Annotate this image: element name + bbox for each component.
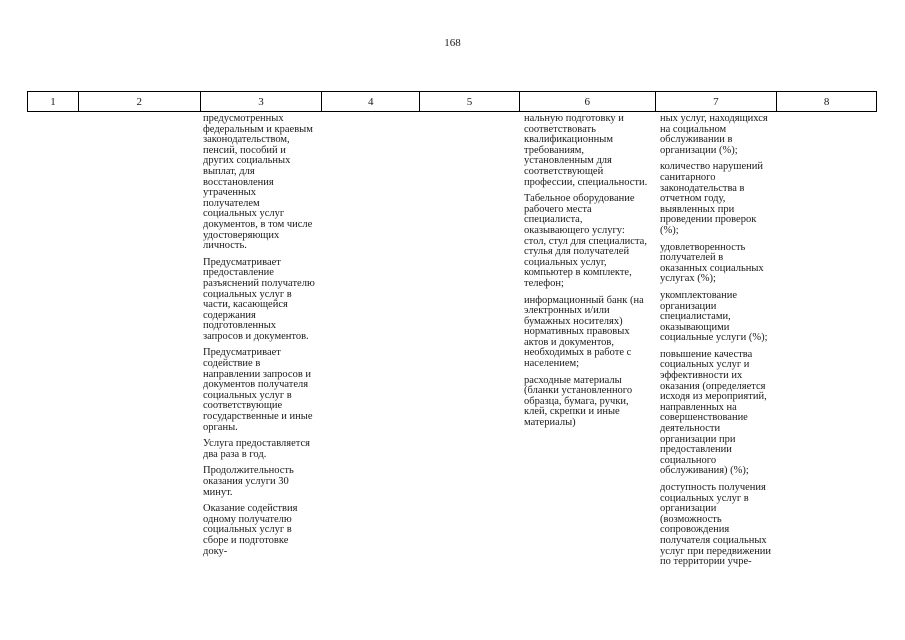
header-cell-1: 1 xyxy=(50,95,56,108)
col3-paragraph: Продолжительность оказания услуги 30 минут. xyxy=(203,465,294,498)
col7-paragraph: доступность получения социальных услуг в организации (возможность сопровождения получателя социальных услуг при передвижении по территории учре- xyxy=(660,482,772,568)
col3-paragraph: Услуга предоставляется два раза в год. xyxy=(203,438,310,460)
col3-paragraph: предусмотренных федеральным и краевым законодательством, пенсий, пособий и других социальных выплат, для восстановления утраченных получателем социальных услуг документов, в том числе удостоверяющих личность. xyxy=(203,113,313,252)
col3-paragraph: Оказание содействия одному получателю социальных услуг в сборе и подготовке доку- xyxy=(203,503,298,557)
col7-paragraph: повышение качества социальных услуг и эффективности их оказания (определяется исходя из мероприятий, направленных на совершенствование деятельности организации при предоставлении социального обслуживания) (%); xyxy=(660,348,767,477)
column-3-text xyxy=(203,114,315,563)
header-cell-3: 3 xyxy=(200,92,322,111)
col7-paragraph: ных услуг, находящихся на социальном обслуживании в организации (%); xyxy=(660,113,768,156)
page-number: 168 xyxy=(444,37,461,49)
table-header-row xyxy=(27,91,877,112)
header-cell-7: 7 xyxy=(655,92,777,111)
col6-paragraph: расходные материалы (бланки установленного образца, бумага, ручки, клей, скрепки и иные материалы) xyxy=(524,374,633,429)
col3-paragraph: Предусматривает предоставление разъяснений получателю социальных услуг в части, касающейся содержания подготовленных запросов и документов. xyxy=(203,256,315,342)
header-cell-5: 5 xyxy=(419,92,519,111)
col6-paragraph: Табельное оборудование рабочего места специалиста, оказывающего услугу: стол, стул для специалиста, стулья для получателей социальных услуг, компьютер в комплекте, телефон; xyxy=(524,193,647,289)
header-cell-2: 2 xyxy=(78,92,200,111)
col3-paragraph: Предусматривает содействие в направлении запросов и документов получателя социальных услуг в соответствующие государственные и иные органы. xyxy=(203,347,313,433)
column-7-text xyxy=(660,114,772,574)
col7-paragraph: укомплектование организации специалистами, оказывающими социальные услуги (%); xyxy=(660,289,768,344)
col6-paragraph: нальную подготовку и соответствовать квалификационным требованиям, установленным для соответствующей профессии, специальности. xyxy=(524,113,648,188)
col6-paragraph: информационный банк (на электронных и/или бумажных носителях) нормативных правовых актов и документов, необходимых в работе с населением; xyxy=(524,294,644,370)
header-cell-4: 4 xyxy=(321,92,419,111)
column-6-text xyxy=(524,114,649,435)
header-cell-6: 6 xyxy=(519,92,655,111)
col7-paragraph: количество нарушений санитарного законодательства в отчетном году, выявленных при проведении проверок (%); xyxy=(660,161,763,236)
col7-paragraph: удовлетворенность получателей в оказанных социальных услугах (%); xyxy=(660,241,764,285)
header-cell-8: 8 xyxy=(776,92,876,111)
